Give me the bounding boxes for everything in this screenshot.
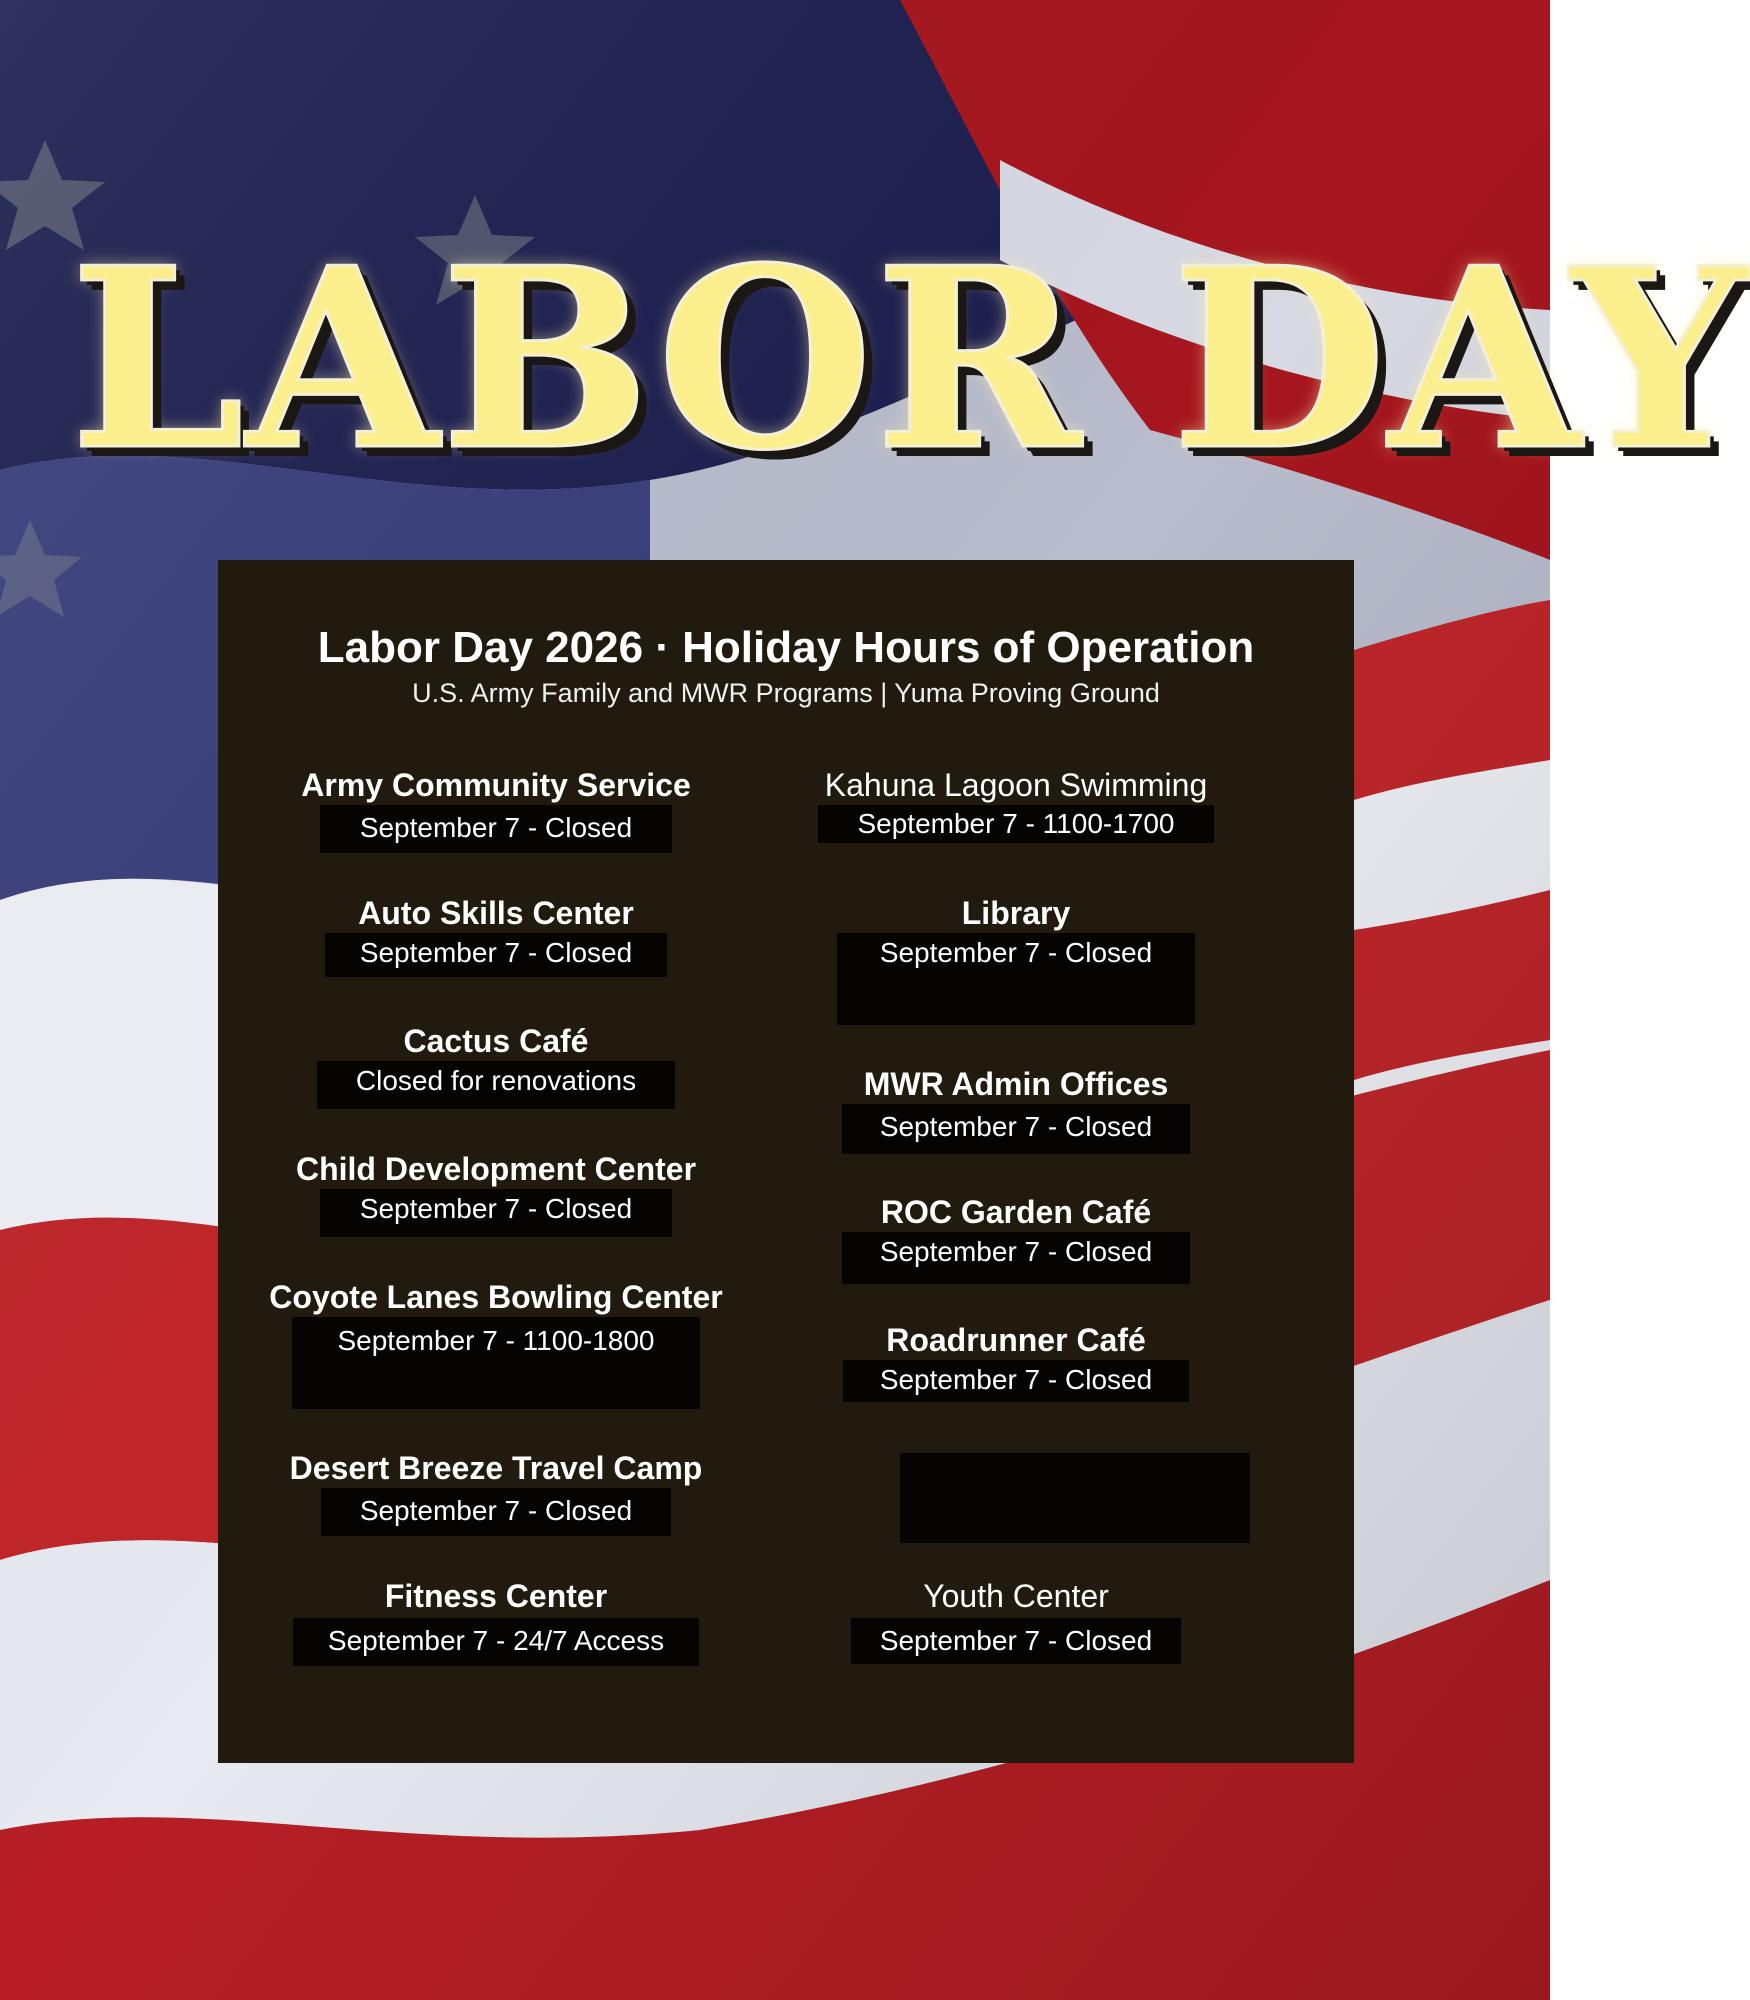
facility-name: Roadrunner Café [886, 1322, 1146, 1358]
facility-name: Kahuna Lagoon Swimming [824, 767, 1208, 803]
facility-hours: September 7 - 1100-1800 [292, 1317, 700, 1409]
facility-name: Army Community Service [301, 767, 691, 803]
facility-hours: September 7 - Closed [843, 1360, 1189, 1402]
list-item [218, 1448, 774, 1536]
list-item [738, 1576, 1294, 1664]
facility-hours: September 7 - Closed [325, 933, 667, 977]
facility-name: MWR Admin Offices [863, 1066, 1169, 1102]
list-item [738, 1064, 1294, 1154]
facility-hours: September 7 - Closed [837, 933, 1195, 1025]
list-item [218, 1021, 774, 1109]
list-item [218, 1277, 774, 1409]
list-item [738, 1320, 1294, 1402]
list-item [218, 1576, 774, 1666]
headline: LABOR DAY [70, 214, 1750, 505]
facility-name: Fitness Center [384, 1578, 608, 1614]
facility-name: Auto Skills Center [358, 895, 634, 931]
list-item [738, 765, 1294, 843]
facility-hours: Closed for renovations [317, 1061, 675, 1109]
facility-name: Desert Breeze Travel Camp [289, 1450, 703, 1486]
facility-hours: September 7 - Closed [320, 1189, 672, 1237]
facility-name: Youth Center [923, 1578, 1109, 1614]
page-title: Labor Day 2026 · Holiday Hours of Operation [317, 623, 1255, 672]
facility-name: Coyote Lanes Bowling Center [269, 1279, 723, 1315]
hours-panel [218, 560, 1354, 1763]
list-item [738, 893, 1294, 1025]
facility-name: Child Development Center [295, 1151, 697, 1187]
blank-entry-block [900, 1453, 1250, 1543]
list-item [218, 893, 774, 977]
list-item [738, 1192, 1294, 1284]
facility-hours: September 7 - 1100-1700 [818, 805, 1214, 843]
facility-hours: September 7 - Closed [320, 805, 672, 853]
list-item [218, 1149, 774, 1237]
list-item [218, 765, 774, 853]
facility-name: Library [961, 895, 1071, 931]
facility-hours: September 7 - 24/7 Access [293, 1618, 699, 1666]
facility-hours: September 7 - Closed [842, 1104, 1190, 1154]
facility-hours: September 7 - Closed [851, 1618, 1181, 1664]
facility-hours: September 7 - Closed [842, 1232, 1190, 1284]
facility-hours: September 7 - Closed [321, 1488, 671, 1536]
facility-name: Cactus Café [403, 1023, 589, 1059]
page-subtitle: U.S. Army Family and MWR Programs | Yuma Proving Ground [412, 678, 1160, 708]
facility-name: ROC Garden Café [880, 1194, 1152, 1230]
